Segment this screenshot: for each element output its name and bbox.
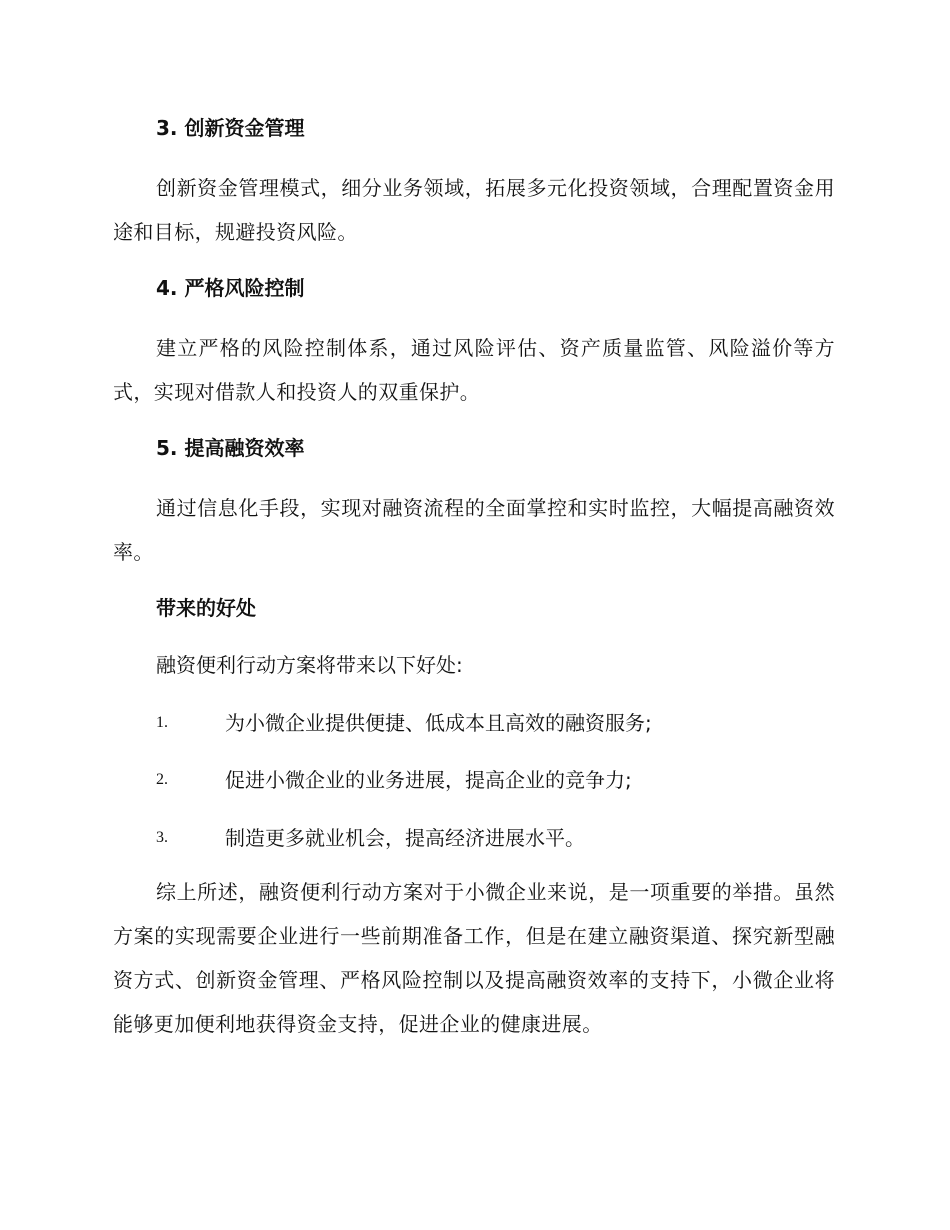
list-number: 1.: [156, 714, 168, 731]
list-item: [156, 709, 836, 737]
conclusion-paragraph: 综上所述，融资便利行动方案对于小微企业来说，是一项重要的举措。虽然方案的实现需要企业进行一些前期准备工作，但是在建立融资渠道、探究新型融资方式、创新资金管理、严格风险控制以及提高融资效率的支持下，小微企业将能够更加便利地获得资金支持，促进企业的健康进展。: [113, 880, 835, 1036]
section-heading-5: 5. 提高融资效率: [156, 436, 305, 460]
section-heading-3: 3. 创新资金管理: [156, 116, 305, 140]
list-number: 3.: [156, 829, 168, 846]
section-heading-4: 4. 严格风险控制: [156, 276, 305, 300]
section-body-3: 创新资金管理模式，细分业务领域，拓展多元化投资领域，合理配置资金用途和目标，规避投资风险。: [113, 176, 835, 244]
list-text: 制造更多就业机会，提高经济进展水平。: [225, 826, 585, 850]
section-body-4: 建立严格的风险控制体系，通过风险评估、资产质量监管、风险溢价等方式，实现对借款人和投资人的双重保护。: [113, 336, 835, 404]
list-item: [156, 766, 836, 794]
list-text: 为小微企业提供便捷、低成本且高效的融资服务;: [225, 711, 652, 735]
list-item: [156, 824, 836, 852]
benefits-heading: 带来的好处: [156, 596, 256, 620]
list-text: 促进小微企业的业务进展，提高企业的竞争力;: [225, 768, 632, 792]
benefits-intro: 融资便利行动方案将带来以下好处:: [156, 653, 463, 677]
list-number: 2.: [156, 771, 168, 788]
section-body-5: 通过信息化手段，实现对融资流程的全面掌控和实时监控，大幅提高融资效率。: [113, 496, 835, 564]
